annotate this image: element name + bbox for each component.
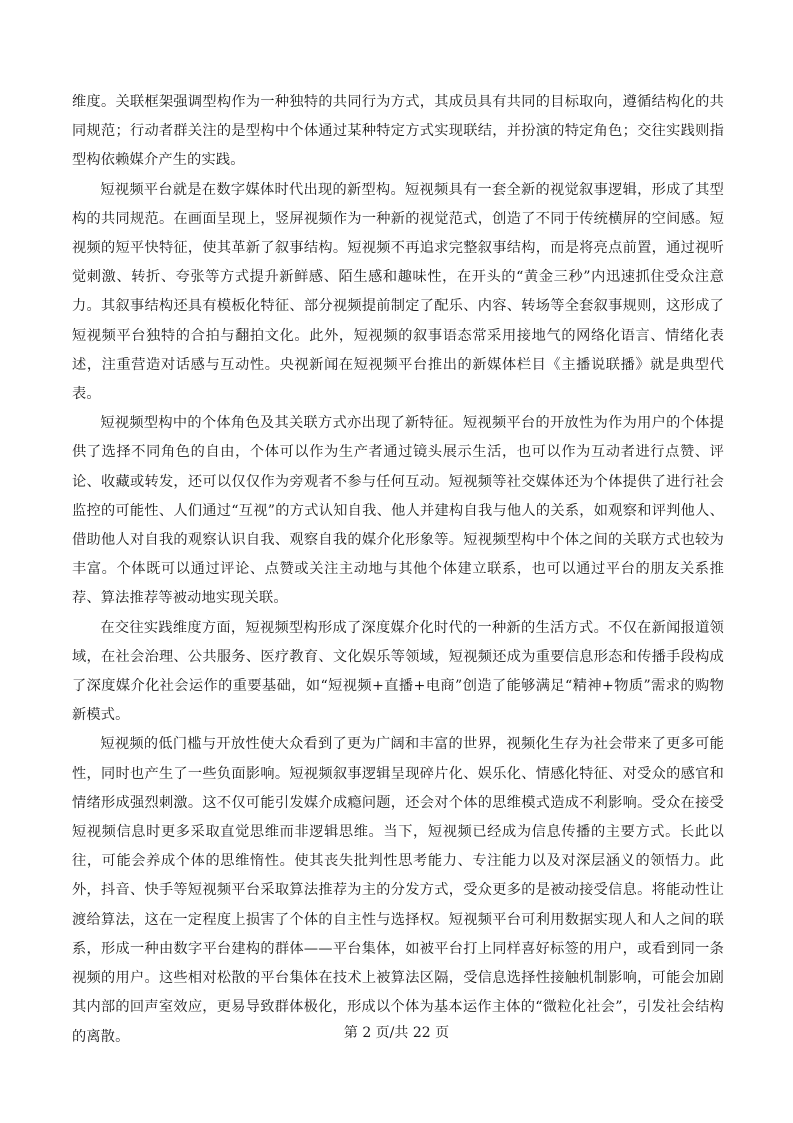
paragraph-communication-practice: 在交往实践维度方面，短视频型构形成了深度媒介化时代的一种新的生活方式。不仅在新闻报道领域，在社会治理、公共服务、医疗教育、文化娱乐等领域，短视频还成为重要信息形态和传播手段构成了深度媒介化社会运作的重要基础，如“短视频+直播+电商”创造了能够满足“精神+物质”需求的购物新模式。 (72, 619, 724, 724)
document-body (72, 88, 724, 1052)
paragraph-individual-roles: 短视频型构中的个体角色及其关联方式亦出现了新特征。短视频平台的开放性为作为用户的个体提供了选择不同角色的自由，个体可以作为生产者通过镜头展示生活，也可以作为互动者进行点赞、评论、收藏或转发，还可以仅仅作为旁观者不参与任何互动。短视频等社交媒体还为个体提供了进行社会监控的可能性、人们通过“互视”的方式认知自我、他人并建构自我与他人的关系，如观察和评判他人、借助他人对自我的观察认识自我、观察自我的媒介化形象等。短视频型构中个体之间的关联方式也较为丰富。个体既可以通过评论、点赞或关注主动地与其他个体建立联系，也可以通过平台的朋友关系推荐、算法推荐等被动地实现关联。 (72, 415, 724, 607)
paragraph-short-video-configuration: 短视频平台就是在数字媒体时代出现的新型构。短视频具有一套全新的视觉叙事逻辑，形成了其型构的共同规范。在画面呈现上，竖屏视频作为一种新的视觉范式，创造了不同于传统横屏的空间感。短视频的短平快特征，使其革新了叙事结构。短视频不再追求完整叙事结构，而是将亮点前置，通过视听觉刺激、转折、夸张等方式提升新鲜感、陌生感和趣味性，在开头的“黄金三秒”内迅速抓住受众注意力。其叙事结构还具有模板化特征、部分视频提前制定了配乐、内容、转场等全套叙事规则，这形成了短视频平台独特的合拍与翻拍文化。此外，短视频的叙事语态常采用接地气的网络化语言、情绪化表述，注重营造对话感与互动性。央视新闻在短视频平台推出的新媒体栏目《主播说联播》就是典型代表。 (72, 181, 724, 403)
paragraph-negative-effects: 短视频的低门槛与开放性使大众看到了更为广阔和丰富的世界，视频化生存为社会带来了更多可能性，同时也产生了一些负面影响。短视频叙事逻辑呈现碎片化、娱乐化、情感化特征、对受众的感官和情绪形成强烈刺激。这不仅可能引发媒介成瘾问题，还会对个体的思维模式造成不利影响。受众在接受短视频信息时更多采取直觉思维而非逻辑思维。当下，短视频已经成为信息传播的主要方式。长此以往，可能会养成个体的思维惰性。使其丧失批判性思考能力、专注能力以及对深层涵义的领悟力。此外，抖音、快手等短视频平台采取算法推荐为主的分发方式，受众更多的是被动接受信息。将能动性让渡给算法，这在一定程度上损害了个体的自主性与选择权。短视频平台可利用数据实现人和人之间的联系，形成一种由数字平台建构的群体——平台集体，如被平台打上同样喜好标签的用户，或看到同一条视频的用户。这些相对松散的平台集体在技术上被算法区隔，受信息选择性接触机制影响，可能会加剧其内部的回声室效应，更易导致群体极化，形成以个体为基本运作主体的“微粒化社会”，引发社会结构的离散。 (72, 736, 724, 1045)
paragraph-continuation: 维度。关联框架强调型构作为一种独特的共同行为方式，其成员具有共同的目标取向，遵循结构化的共同规范；行动者群关注的是型构中个体通过某种特定方式实现联结，并扮演的特定角色；交往实践则指型构依赖媒介产生的实践。 (72, 94, 724, 169)
page-number-footer: 第 2 页/共 22 页 (343, 1025, 450, 1041)
